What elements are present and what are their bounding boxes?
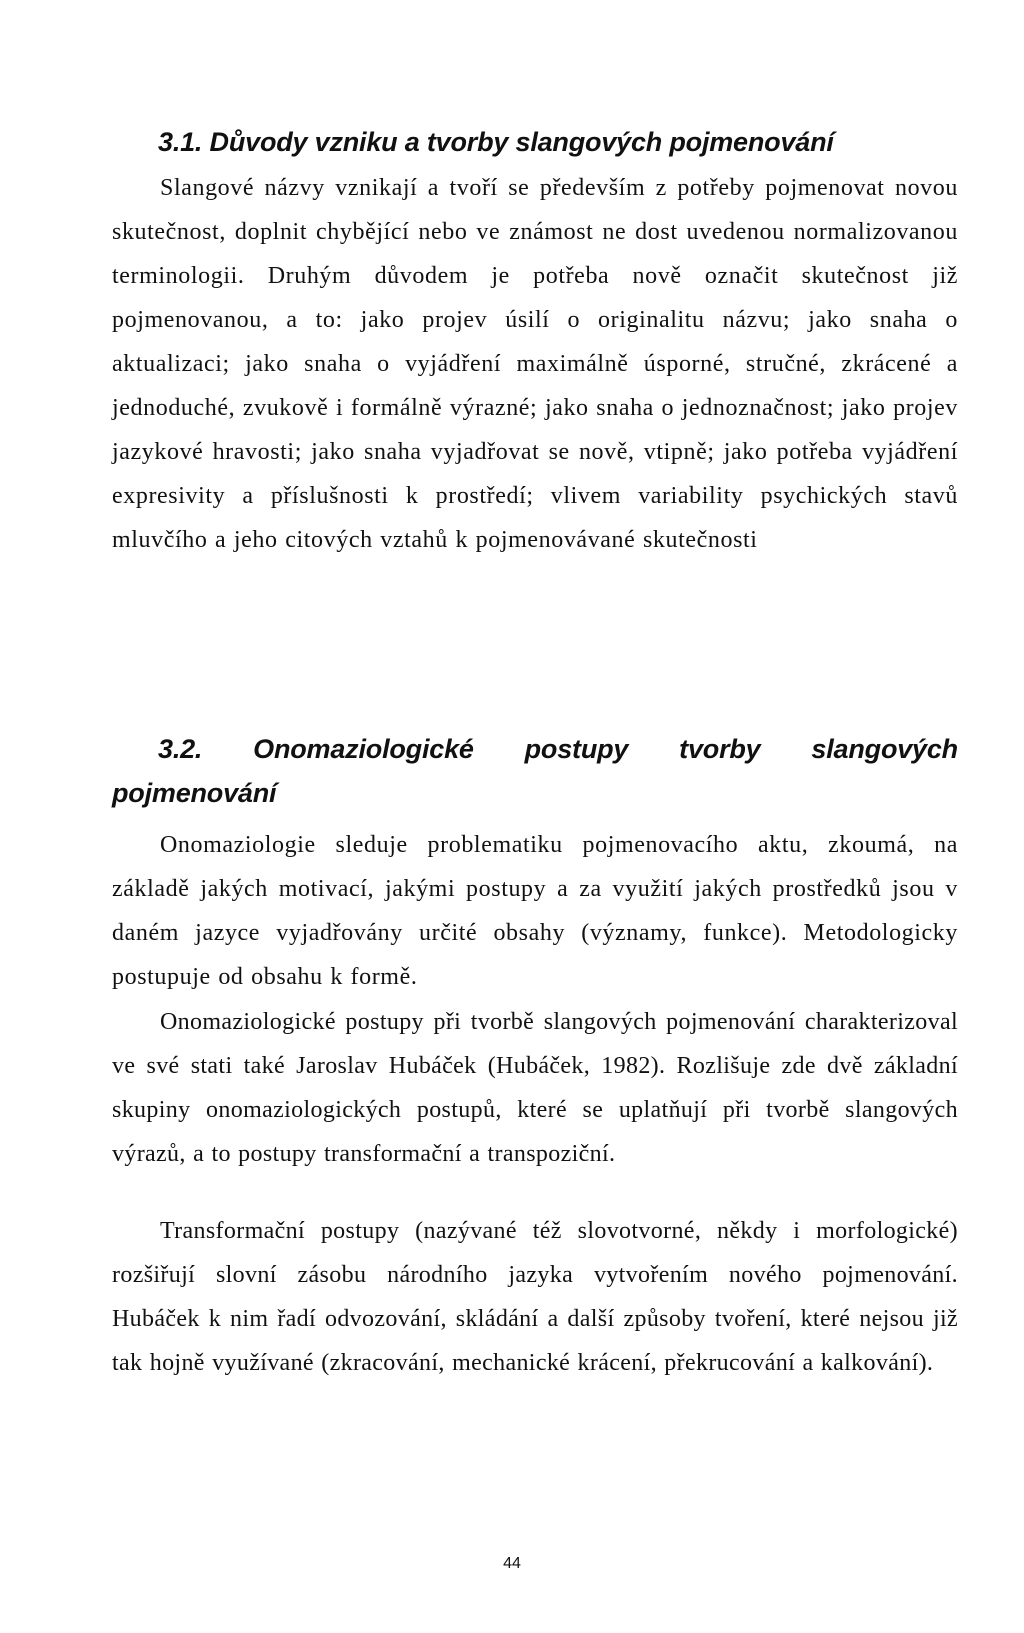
heading-word: slangových [811,734,958,764]
section-heading-3-2-line-2: pojmenování [112,778,277,808]
section-heading-3-2 [112,727,958,815]
section-3-2-paragraph-3: Transformační postupy (nazývané též slovotvorné, někdy i morfologické) rozšiřují slovní zásobu národního jazyka vytvořením nového pojmenování. Hubáček k nim řadí odvozování, skládání a další způsoby tvoření, které nejsou již tak hojně využívané (zkracování, mechanické krácení, překrucování a kalkování). [112,1218,958,1376]
heading-word: postupy [524,734,629,764]
section-heading-3-2-line-1 [112,727,958,771]
section-3-2-paragraph-1: Onomaziologie sleduje problematiku pojmenovacího aktu, zkoumá, na základě jakých motivací, jakými postupy a za využití jakých prostředků jsou v daném jazyce vyjadřovány určité obsahy (významy, funkce). Metodologicky postupuje od obsahu k formě. [112,832,958,990]
section-3-1-paragraph: Slangové názvy vznikají a tvoří se především z potřeby pojmenovat novou skutečnost, doplnit chybějící nebo ve známost ne dost uvedenou normalizovanou terminologii. Druhým důvodem je potřeba nově označit skutečnost již pojmenovanou, a to: jako projev úsilí o originalitu názvu; jako snaha o aktualizaci; jako snaha o vyjádření maximálně úsporné, stručné, zkrácené a jednoduché, zvukově i formálně výrazné; jako snaha o jednoznačnost; jako projev jazykové hravosti; jako snaha vyjadřovat se nově, vtipně; jako potřeba vyjádření expresivity a příslušnosti k prostředí; vlivem variability psychických stavů mluvčího a jeho citových vztahů k pojmenovávané skutečnosti [112,175,958,553]
section-heading-3-1: 3.1. Důvody vzniku a tvorby slangových pojmenování [158,127,834,157]
heading-word: 3.2. [158,734,203,764]
section-3-2-paragraph-2: Onomaziologické postupy při tvorbě slangových pojmenování charakterizoval ve své stati také Jaroslav Hubáček (Hubáček, 1982). Rozlišuje zde dvě základní skupiny onomaziologických postupů, které se uplatňují při tvorbě slangových výrazů, a to postupy transformační a transpoziční. [112,1009,958,1167]
heading-word: Onomaziologické [253,734,474,764]
heading-word: tvorby [679,734,761,764]
page-number: 44 [503,1555,521,1572]
